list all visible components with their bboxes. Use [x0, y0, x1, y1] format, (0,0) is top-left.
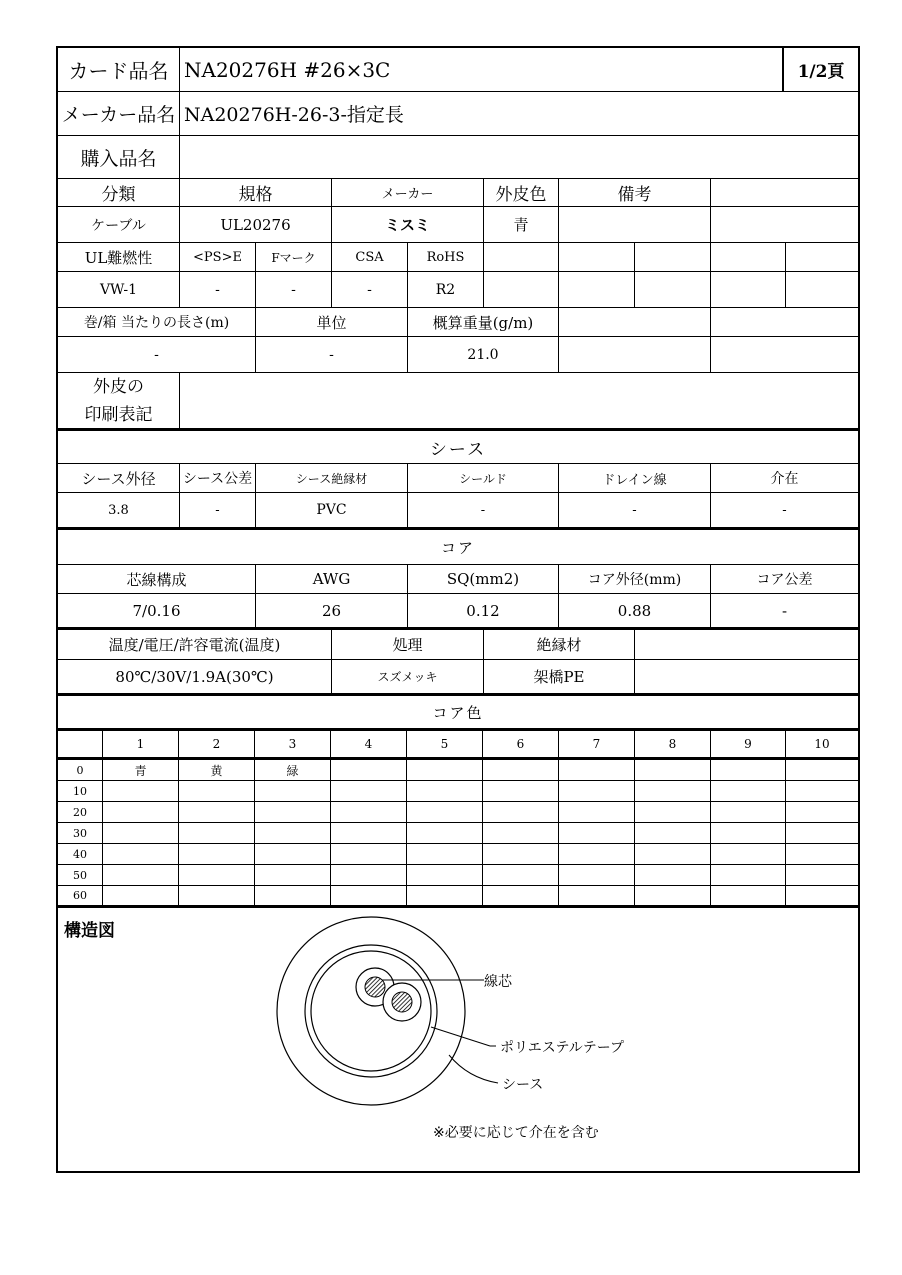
core-color-cell [711, 865, 786, 885]
class-value-2: ミスミ [332, 207, 484, 242]
ul-header-blank-8 [711, 243, 786, 271]
sheath-label: シース [502, 1077, 544, 1093]
core-value-4: - [781, 601, 788, 620]
core-color-cell [786, 760, 858, 780]
core-value-row [58, 594, 858, 630]
ul-value-0: VW-1 [58, 272, 180, 307]
core-color-cell [331, 844, 407, 864]
rating-value-row [58, 660, 858, 696]
core-color-cell [635, 823, 711, 843]
core-header-4: コア公差 [756, 572, 813, 588]
tape-leader-line [431, 1027, 490, 1046]
core-color-cell [559, 886, 635, 905]
maker-row [58, 92, 858, 136]
card-name-row [58, 48, 858, 92]
core-color-cell [179, 886, 255, 905]
wire-conductor-2 [392, 992, 412, 1012]
core-color-cell [635, 760, 711, 780]
core-color-cell: 黄 [179, 760, 255, 780]
core-color-cell [179, 844, 255, 864]
core-color-cell [255, 886, 331, 905]
core-color-cell [559, 844, 635, 864]
core-color-cell [635, 802, 711, 822]
core-color-cell [559, 781, 635, 801]
ul-value-4: R2 [408, 272, 484, 307]
core-color-cell [179, 823, 255, 843]
core-color-cell [635, 844, 711, 864]
length-value-1: - [256, 337, 408, 372]
core-color-cell [331, 781, 407, 801]
print-label-line1: 外皮の [93, 376, 144, 397]
core-color-col-6: 6 [483, 731, 559, 757]
core-color-cell [786, 886, 858, 905]
ul-header-3: CSA [332, 243, 408, 271]
core-color-cell [407, 865, 483, 885]
core-color-cell [483, 802, 559, 822]
core-color-cell [179, 781, 255, 801]
structure-title: 構造図 [64, 921, 115, 941]
core-color-row-label: 0 [58, 760, 103, 780]
print-row [58, 373, 858, 431]
tape-label: ポリエステルテープ [500, 1040, 625, 1056]
core-header-0: 芯線構成 [58, 565, 256, 593]
core-color-cell [559, 802, 635, 822]
core-color-cell [331, 760, 407, 780]
sheath-value-1: - [180, 493, 256, 527]
core-color-cell [786, 823, 858, 843]
core-color-cell [483, 760, 559, 780]
core-color-col-5: 5 [407, 731, 483, 757]
core-color-row [58, 865, 858, 886]
ul-header-2: Fマーク [256, 243, 332, 271]
core-color-col-4: 4 [331, 731, 407, 757]
rating-value-1: スズメッキ [332, 660, 484, 693]
class-value-row [58, 207, 858, 243]
rating-header-0: 温度/電圧/許容電流(温度) [58, 630, 332, 659]
core-color-row-label: 60 [58, 886, 103, 905]
sheath-header-4: ドレイン線 [559, 464, 711, 492]
core-color-cell [711, 802, 786, 822]
class-header-extra [711, 179, 858, 206]
sheath-value-2: PVC [256, 493, 408, 527]
core-color-cell [786, 781, 858, 801]
ul-header-blank-6 [559, 243, 635, 271]
structure-diagram [58, 910, 858, 1173]
core-color-cell [103, 802, 179, 822]
core-color-cell [103, 823, 179, 843]
core-color-col-1: 1 [103, 731, 179, 757]
core-color-row-label: 20 [58, 802, 103, 822]
ul-header-0: UL難燃性 [58, 243, 180, 271]
wire-label: 線芯 [484, 974, 512, 990]
core-value-1: 26 [256, 594, 408, 627]
sheath-value-4: - [559, 493, 711, 527]
rating-header-row [58, 630, 858, 660]
core-color-cell [407, 886, 483, 905]
ul-value-2: - [256, 272, 332, 307]
card-name-value: NA20276H #26×3C [180, 48, 783, 91]
core-color-cell [407, 823, 483, 843]
core-value-2: 0.12 [408, 594, 559, 627]
class-header-0: 分類 [58, 179, 180, 206]
core-value-0: 7/0.16 [58, 594, 256, 627]
ul-header-blank-9 [786, 243, 858, 271]
length-header-0: 巻/箱 当たりの長さ(m) [58, 308, 256, 336]
core-color-cell [483, 886, 559, 905]
ul-header-blank-7 [635, 243, 711, 271]
purchase-label: 購入品名 [58, 136, 180, 178]
core-color-row-label: 50 [58, 865, 103, 885]
core-header-2: SQ(mm2) [408, 565, 559, 593]
ul-value-blank-7 [635, 272, 711, 307]
core-color-cell [255, 865, 331, 885]
purchase-value [180, 136, 858, 178]
ul-header-4: RoHS [408, 243, 484, 271]
length-header-row [58, 308, 858, 337]
core-color-row-label: 30 [58, 823, 103, 843]
ul-header-blank-5 [484, 243, 559, 271]
ul-value-blank-6 [559, 272, 635, 307]
sheath-title: シース [429, 439, 487, 460]
sheath-value-3: - [408, 493, 559, 527]
core-color-row [58, 844, 858, 865]
rating-value-blank [635, 660, 858, 693]
core-color-col-7: 7 [559, 731, 635, 757]
core-color-row-label: 10 [58, 781, 103, 801]
ul-value-blank-8 [711, 272, 786, 307]
core-color-cell [103, 886, 179, 905]
ul-value-row [58, 272, 858, 308]
purchase-row [58, 136, 858, 179]
length-value-2: 21.0 [408, 337, 559, 372]
core-color-cell [103, 865, 179, 885]
core-color-cell [483, 844, 559, 864]
rating-header-1: 処理 [332, 630, 484, 659]
core-color-col-8: 8 [635, 731, 711, 757]
ul-value-blank-5 [484, 272, 559, 307]
length-header-1: 単位 [256, 308, 408, 336]
core-color-cell [786, 865, 858, 885]
core-value-3: 0.88 [559, 594, 711, 627]
core-color-cell [407, 760, 483, 780]
card-name-label: カード品名 [58, 48, 180, 91]
core-color-col-2: 2 [179, 731, 255, 757]
core-color-cell [711, 781, 786, 801]
core-color-row [58, 760, 858, 781]
note-label: ※必要に応じて介在を含む [433, 1125, 599, 1141]
print-label [58, 373, 180, 428]
class-header-3: 外皮色 [484, 179, 559, 206]
sheath-header-1: シース公差 [180, 464, 256, 492]
core-color-cell [483, 781, 559, 801]
core-title: コア [440, 538, 475, 557]
class-header-4: 備考 [559, 179, 711, 206]
core-color-col-9: 9 [711, 731, 786, 757]
core-color-cell [711, 823, 786, 843]
core-color-cell [711, 844, 786, 864]
print-value [180, 373, 858, 428]
core-color-cell [711, 886, 786, 905]
core-color-cell [711, 760, 786, 780]
core-color-title-row [58, 696, 858, 731]
ul-value-blank-9 [786, 272, 858, 307]
core-color-cell [331, 823, 407, 843]
rating-header-blank [635, 630, 858, 659]
core-color-cell [407, 781, 483, 801]
core-color-cell [255, 823, 331, 843]
core-color-cell: 青 [103, 760, 179, 780]
core-color-header-row [58, 731, 858, 760]
sheath-header-5: 介在 [770, 471, 799, 487]
core-color-cell: 緑 [255, 760, 331, 780]
sheath-header-0: シース外径 [58, 464, 180, 492]
core-color-cell [103, 844, 179, 864]
core-color-cell [559, 823, 635, 843]
core-color-cell [635, 886, 711, 905]
class-value-extra [711, 207, 858, 242]
core-color-cell [331, 802, 407, 822]
sheath-header-2: シース絶縁材 [256, 464, 408, 492]
core-color-cell [255, 844, 331, 864]
length-header-blank-3 [559, 308, 711, 336]
sheath-title-row [58, 431, 858, 464]
core-title-row [58, 530, 858, 565]
print-label-line2: 印刷表記 [84, 404, 153, 425]
core-color-row-label: 40 [58, 844, 103, 864]
core-color-cell [331, 865, 407, 885]
core-color-title: コア色 [432, 703, 484, 722]
maker-value: NA20276H-26-3-指定長 [184, 104, 404, 126]
core-color-cell [635, 865, 711, 885]
length-value-0: - [58, 337, 256, 372]
class-header-1: 規格 [180, 179, 332, 206]
core-color-cell [255, 802, 331, 822]
core-header-3: コア外径(mm) [559, 565, 711, 593]
ul-header-1: <PS>E [180, 243, 256, 271]
core-color-cell [331, 886, 407, 905]
length-value-blank-4 [711, 337, 858, 372]
class-value-4 [559, 207, 711, 242]
page-number: 1/2頁 [783, 48, 858, 91]
core-color-col-10: 10 [814, 737, 830, 751]
sheath-header-3: シールド [408, 464, 559, 492]
core-color-cell [179, 865, 255, 885]
ul-value-3: - [332, 272, 408, 307]
maker-label: メーカー品名 [58, 92, 180, 135]
ul-header-row [58, 243, 858, 272]
core-color-cell [103, 781, 179, 801]
core-color-row [58, 823, 858, 844]
class-header-2: メーカー [332, 179, 484, 206]
core-color-cell [559, 760, 635, 780]
sheath-value-0: 3.8 [58, 493, 180, 527]
core-color-cell [559, 865, 635, 885]
class-value-0: ケーブル [58, 207, 180, 242]
core-header-row [58, 565, 858, 594]
sheath-header-row [58, 464, 858, 493]
length-value-blank-3 [559, 337, 711, 372]
length-header-blank-4 [711, 308, 858, 336]
core-color-cell [407, 844, 483, 864]
core-color-cell [179, 802, 255, 822]
core-color-col-3: 3 [255, 731, 331, 757]
core-color-corner [58, 731, 103, 757]
core-color-cell [483, 865, 559, 885]
core-header-1: AWG [256, 565, 408, 593]
sheath-value-5: - [782, 502, 787, 518]
core-color-cell [407, 802, 483, 822]
class-header-row [58, 179, 858, 207]
core-color-cell [255, 781, 331, 801]
spec-sheet [56, 46, 860, 1173]
sheath-leader-line [449, 1055, 498, 1083]
rating-value-0: 80℃/30V/1.9A(30℃) [58, 660, 332, 693]
core-color-row [58, 802, 858, 823]
length-value-row [58, 337, 858, 373]
core-color-row [58, 781, 858, 802]
core-color-cell [786, 802, 858, 822]
length-header-2: 概算重量(g/m) [408, 308, 559, 336]
class-value-3: 青 [484, 207, 559, 242]
rating-value-2: 架橋PE [484, 660, 635, 693]
core-color-cell [786, 844, 858, 864]
sheath-value-row [58, 493, 858, 530]
class-value-1: UL20276 [180, 207, 332, 242]
rating-header-2: 絶縁材 [484, 630, 635, 659]
core-color-cell [635, 781, 711, 801]
ul-value-1: - [180, 272, 256, 307]
core-color-cell [483, 823, 559, 843]
core-color-row [58, 886, 858, 908]
